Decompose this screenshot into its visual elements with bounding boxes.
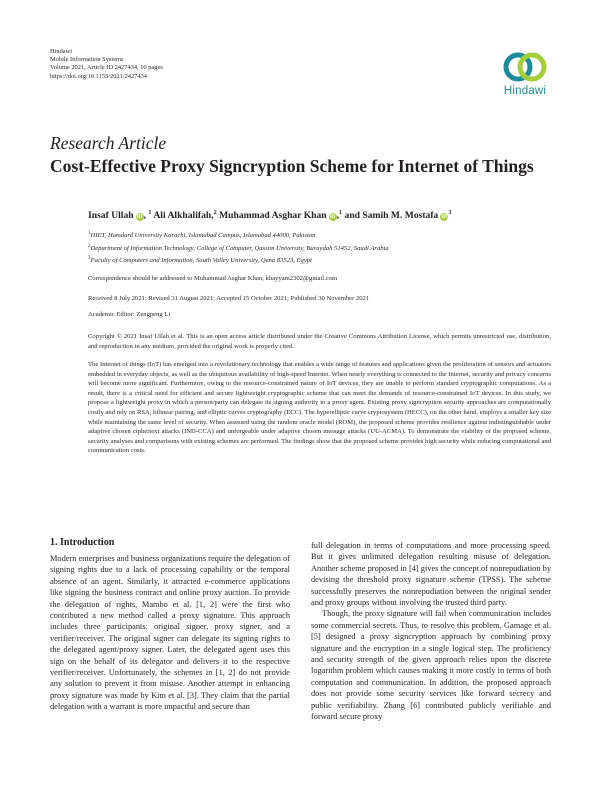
right-column [311,540,551,723]
orcid-icon[interactable]: iD [329,214,336,221]
paragraph: full delegation in terms of computations and more processing speed. But it gives unlimited delegation resulting misuse of delegation. Another scheme proposed in [4] gives the concept of nonrepudiation by devising the threshold proxy signature scheme (TPSS). The scheme successfully preserves the nonrepudiation between the original sender and proxy groups without involving the trusted third party. [311,541,551,608]
doi-link[interactable]: https://doi.org/10.1155/2021/2427434 [50,72,147,80]
journal-info [50,48,163,81]
author-name: Insaf Ullah [88,210,134,222]
affiliation-mark: 2 [213,209,217,216]
affiliation-mark: 1 [339,209,343,216]
journal-name: Mobile Information Systems [50,56,124,64]
author-name: Muhammad Asghar Khan [219,210,327,222]
publisher-name: Hindawi [50,48,73,55]
left-column [50,553,290,713]
affiliation-list [88,229,389,267]
dates: Received 8 July 2021; Revised 31 August 2021; Accepted 15 October 2021; Published 30 November 2021 [88,295,370,302]
paragraph: Modern enterprises and business organizations require the delegation of signing rights due to a lack of processing capability or the temporal absence of an agent. Similarly, it attracted e-commerce applications like signing the business contract and online proxy auction. To provide the delegation of rights, Mambo et al. [1, 2] were the first who contributed a new method called a proxy signature. This approach includes three participants: original signer, proxy signer, and a verifier/receiver. The original signer can delegate its signing rights to the delegated agent/proxy signer. Later, the delegated agent uses this sign on the behalf of its delegator and delivers it to the respective verifier/receiver. Unfortunately, the schemes in [1, 2] do not provide any solution to prevent it from misuse. Another attempt in enhancing proxy signature was made by Kim et al. [3]. They claim that the partial delegation with a warrant is more impactful and secure than [50,554,290,712]
affiliation: $^3$Faculty of Computers and Information, South Valley University, Qena 83523, Egypt [88,256,312,265]
affiliation: $^1$HIET, Hamdard University Karachi, Islamabad Campus, Islamabad 44000, Pakistan [88,231,316,240]
article-title: Cost-Effective Proxy Signcryption Scheme for Internet of Things [50,156,534,176]
section-heading: 1. Introduction [50,537,115,548]
orcid-icon[interactable]: iD [136,214,143,221]
hindawi-rings-icon [503,50,547,84]
affiliation-mark: 1 [148,209,152,216]
affiliation: $^2$Department of Information Technology, College of Computer, Qassim University, Buraydah 51452, Saudi Arabia [88,243,389,252]
academic-editor: Academic Editor: Zengpeng Li [88,311,171,318]
hindawi-logo [496,50,554,97]
affiliation-mark: 3 [448,209,452,216]
author-list: Insaf Ullah iD, $^1$ Ali Alkhalifah,$^2$ Muhammad Asghar Khan iD,$^1$ and Samih M. Mostafa $iD^3$ [88,209,452,222]
author-name: Ali Alkhalifah, [153,210,214,222]
author-name: Samih M. Mostafa [362,210,439,222]
volume-info: Volume 2021, Article ID 2427434, 10 pages [50,64,163,72]
correspondence: Correspondence should be addressed to Muhammad Asghar Khan; khayyam2302@gmail.com [88,275,338,282]
abstract: The Internet of things (IoT) has emerged into a revolutionary technology that enables a wide range of features and applications given the proliferation of sensors and actuators embedded in everyday objects, as well as the ubiquitous availability of high-speed Internet. When nearly everything is connected to the Internet, security and privacy concerns will become more significant. Furthermore, owing to the resource-constrained nature of IoT devices, they are unable to perform standard cryptographic computations. As a result, there is a critical need for efficient and secure lightweight cryptographic scheme that can meet the demands of resource-constrained IoT devices. In this study, we propose a lightweight proxy in which a person/party can delegate its signing authority to a proxy agent. Existing proxy signcryption security approaches are computationally costly and rely on RSA, bilinear pairing, and elliptic curves cryptography (ECC). The hyperelliptic curve cryptosystem (HECC), on the other hand, employs a smaller key size while maintaining the same level of security. When assessed using the random oracle model (ROM), the proposed scheme provides resilience against indistinguishable under adaptive chosen ciphertext attacks (IND-CCA) and unforgeable under adaptive chosen message attacks (UU-ACMA). To demonstrate the viability of the proposed scheme, security analyses and comparisons with existing schemes are performed. The findings show that the proposed scheme provides high security while reducing computational and communication costs. [88,361,551,455]
orcid-icon[interactable]: iD [441,214,448,221]
paragraph: Though, the proxy signature will fail when communication includes some commercial secrets. Thus, to resolve this problem, Gamage et al. [5] designed a proxy signcryption approach by combining proxy signature and the encryption in a single logical step. The proficiency and security strength of the given approach relies upon the discrete logarithm problem which causes making it more costly in terms of both computation and communication. In addition, the proposed approach does not provide some security services like forward secrecy and public verifiability. Zhang [6] contributed publicly verifiable and forward secure proxy [311,609,551,722]
logo-text: Hindawi [503,85,547,97]
article-type: Research Article [50,133,167,153]
copyright-notice: Copyright © 2021 Insaf Ullah et al. This is an open access article distributed under the Creative Commons Attribution License, which permits unrestricted use, distribution, and reproduction in any medium, provided the original work is properly cited. [88,333,551,350]
